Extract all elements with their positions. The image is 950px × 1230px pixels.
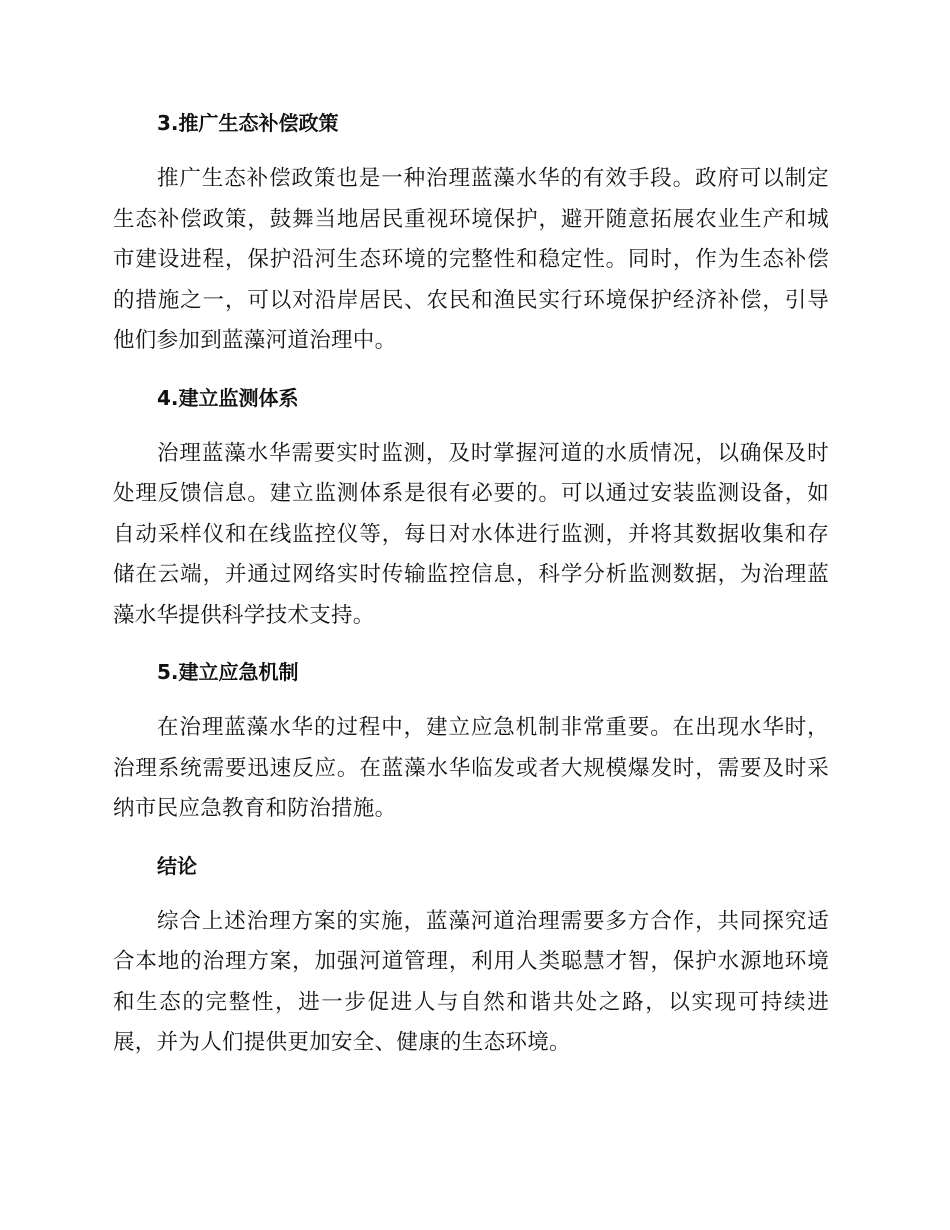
section-paragraph-conclusion: 综合上述治理方案的实施，蓝藻河道治理需要多方合作，共同探究适合本地的治理方案，加强河道管理，利用人类聪慧才智，保护水源地环境和生态的完整性，进一步促进人与自然和谐共处之路，以实现可持续进展，并为人们提供更加安全、健康的生态环境。 <box>113 908 829 1055</box>
section-heading-conclusion: 结论 <box>157 853 197 878</box>
section-heading-emergency-mechanism: 5.建立应急机制 <box>157 660 299 684</box>
section-heading-ecological-compensation: 3.推广生态补偿政策 <box>157 111 339 135</box>
section-paragraph-monitoring-system: 治理蓝藻水华需要实时监测，及时掌握河道的水质情况，以确保及时处理反馈信息。建立监测体系是很有必要的。可以通过安装监测设备，如自动采样仪和在线监控仪等，每日对水体进行监测，并将其数据收集和存储在云端，并通过网络实时传输监控信息，科学分析监测数据，为治理蓝藻水华提供科学技术支持。 <box>113 440 829 628</box>
section-heading-monitoring-system: 4.建立监测体系 <box>157 385 299 410</box>
section-paragraph-ecological-compensation: 推广生态补偿政策也是一种治理蓝藻水华的有效手段。政府可以制定生态补偿政策，鼓舞当地居民重视环境保护，避开随意拓展农业生产和城市建设进程，保护沿河生态环境的完整性和稳定性。同时，作为生态补偿的措施之一，可以对沿岸居民、农民和渔民实行环境保护经济补偿，引导他们参加到蓝藻河道治理中。 <box>113 166 829 353</box>
document-body <box>113 103 829 1080</box>
section-paragraph-emergency-mechanism: 在治理蓝藻水华的过程中，建立应急机制非常重要。在出现水华时，治理系统需要迅速反应。在蓝藻水华临发或者大规模爆发时，需要及时采纳市民应急教育和防治措施。 <box>113 715 829 821</box>
